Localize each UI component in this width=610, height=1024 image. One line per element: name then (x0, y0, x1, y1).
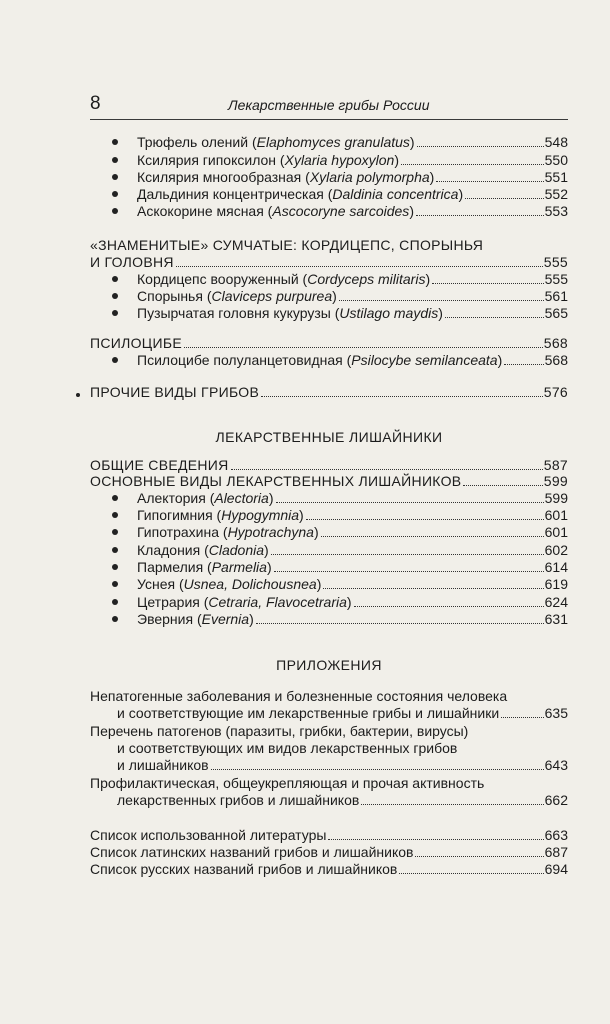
section-title-cordyceps: «ЗНАМЕНИТЫЕ» СУМЧАТЫЕ: КОРДИЦЕПС, СПОРЫНЬЯ (90, 237, 484, 253)
paren: ) (409, 134, 415, 150)
paren: ) (346, 594, 352, 610)
entry-name: Ксилярия многообразная ( (137, 169, 310, 185)
dot-leader (401, 163, 544, 165)
toc-entry[interactable] (117, 287, 568, 305)
entry-page: 663 (544, 827, 568, 843)
entry-page: 614 (544, 559, 568, 575)
bullet-icon (112, 191, 118, 197)
dot-leader (361, 803, 543, 805)
toc-entry[interactable] (117, 185, 568, 203)
toc-entry-main-lichens[interactable] (90, 472, 568, 490)
entry-name: Ксилярия гипоксилон ( (137, 152, 285, 168)
stray-mark (76, 393, 80, 397)
dot-leader (354, 605, 544, 607)
entry-name: Аскокорине мясная ( (137, 203, 273, 219)
paren: ) (266, 559, 272, 575)
entry-latin-name: Hypogymnia (221, 507, 300, 523)
entry-name: Эверния ( (137, 611, 202, 627)
entry-page: 576 (543, 384, 568, 400)
appendix-entry-line: Перечень патогенов (паразиты, грибки, бактерии, вирусы) (90, 723, 469, 739)
paren: ) (394, 152, 400, 168)
toc-entry-references[interactable] (90, 826, 568, 844)
entry-page: 599 (543, 473, 568, 489)
toc-entry[interactable] (117, 270, 568, 288)
bullet-icon (112, 208, 118, 214)
bullet-icon (112, 293, 118, 299)
dot-leader (432, 282, 544, 284)
dot-leader (399, 872, 543, 874)
entry-name: Уснея ( (137, 576, 184, 592)
bullet-icon (112, 357, 118, 363)
bullet-icon (112, 139, 118, 145)
toc-entry-appendix[interactable] (117, 704, 568, 722)
paren: ) (429, 169, 435, 185)
paren: ) (316, 576, 322, 592)
bullet-icon (112, 512, 118, 518)
entry-page: 631 (544, 611, 568, 627)
page-number: 8 (90, 93, 101, 114)
toc-entry-other-section[interactable] (90, 383, 568, 401)
dot-leader (184, 346, 543, 348)
entry-page: 548 (544, 134, 568, 150)
running-title: Лекарственные грибы России (228, 97, 430, 113)
section-title-line2: И ГОЛОВНЯ (90, 254, 174, 270)
dot-leader (339, 299, 544, 301)
bullet-icon (112, 599, 118, 605)
entry-page: 643 (544, 757, 568, 773)
entry-name: Спорынья ( (137, 288, 212, 304)
page-header (90, 93, 568, 120)
entry-name: Псилоцибе полуланцетовидная ( (137, 352, 352, 368)
entry-latin-name: Evernia (201, 611, 250, 627)
appendix-entry-line: и соответствующие им лекарственные грибы и лишайники (117, 705, 500, 721)
entry-latin-name: Xylaria hypoxylon (284, 152, 395, 168)
bullet-icon (112, 564, 118, 570)
dot-leader (501, 716, 543, 718)
reference-title: Список латинских названий грибов и лишайников (90, 844, 414, 860)
entry-page: 551 (544, 169, 568, 185)
dot-leader (306, 518, 544, 520)
paren: ) (299, 507, 304, 523)
entry-latin-name: Daldinia concentrica (332, 186, 459, 202)
entry-name: Пузырчатая головня кукурузы ( (137, 305, 340, 321)
toc-entry-appendix[interactable] (117, 756, 568, 774)
dot-leader (271, 553, 544, 555)
toc-entry[interactable] (117, 523, 568, 541)
dot-leader (463, 484, 542, 486)
toc-entry[interactable] (117, 610, 568, 628)
entry-page: 599 (544, 490, 568, 506)
entry-page: 552 (544, 186, 568, 202)
entry-name: Кордицепс вооруженный ( (137, 271, 308, 287)
toc-entry[interactable] (117, 202, 568, 220)
entry-page: 555 (543, 254, 568, 270)
toc-entry-cordyceps-section[interactable] (90, 253, 568, 271)
entry-latin-name: Ascocoryne sarcoides (272, 203, 410, 219)
dot-leader (436, 180, 543, 182)
paren: ) (332, 288, 337, 304)
paren: ) (425, 271, 431, 287)
dot-leader (465, 197, 544, 199)
bullet-icon (112, 616, 118, 622)
section-title-psilocybe: ПСИЛОЦИБЕ (90, 335, 182, 351)
entry-latin-name: Parmelia (211, 559, 267, 575)
entry-latin-name: Cetraria, Flavocetraria (208, 594, 347, 610)
toc-entry[interactable] (117, 351, 568, 369)
entry-page: 687 (544, 844, 568, 860)
entry-latin-name: Psilocybe semilanceata (351, 352, 498, 368)
entry-page: 662 (544, 792, 568, 808)
entry-page: 553 (544, 203, 568, 219)
entry-name: Гипогимния ( (137, 507, 222, 523)
entry-name: Трюфель олений ( (137, 134, 257, 150)
appendix-entry-line: Профилактическая, общеукрепляющая и прочая активность (90, 775, 485, 791)
entry-latin-name: Usnea, Dolichousnea (183, 576, 317, 592)
entry-latin-name: Hypotrachyna (227, 524, 314, 540)
entry-page: 635 (544, 705, 568, 721)
dot-leader (445, 316, 544, 318)
paren: ) (268, 490, 274, 506)
toc-entry[interactable] (117, 489, 568, 507)
toc-entry[interactable] (117, 133, 568, 151)
entry-page: 602 (544, 542, 568, 558)
entry-page: 694 (544, 861, 568, 877)
toc-entry[interactable] (117, 593, 568, 611)
reference-title: Список использованной литературы (90, 827, 327, 843)
entry-page: 561 (544, 288, 568, 304)
bullet-icon (112, 581, 118, 587)
entry-page: 568 (544, 352, 568, 368)
part-heading-lichens: ЛЕКАРСТВЕННЫЕ ЛИШАЙНИКИ (215, 429, 443, 445)
entry-name: Алектория ( (137, 490, 215, 506)
dot-leader (415, 855, 543, 857)
dot-leader (211, 768, 544, 770)
bullet-icon (112, 529, 118, 535)
dot-leader (417, 145, 544, 147)
paren: ) (313, 524, 319, 540)
dot-leader (256, 622, 544, 624)
dot-leader (231, 468, 543, 470)
entry-name: Цетрария ( (137, 594, 209, 610)
toc-entry-references[interactable] (90, 860, 568, 878)
reference-title: Список русских названий грибов и лишайников (90, 861, 398, 877)
toc-entry[interactable] (117, 304, 568, 322)
dot-leader (274, 570, 544, 572)
bullet-icon (112, 547, 118, 553)
toc-entry[interactable] (117, 151, 568, 169)
dot-leader (504, 363, 543, 365)
toc-entry[interactable] (117, 541, 568, 559)
dot-leader (416, 214, 544, 216)
appendix-entry-line: и лишайников (117, 757, 209, 773)
entry-page: 568 (543, 335, 568, 351)
entry-name: Пармелия ( (137, 559, 212, 575)
toc-entry[interactable] (117, 575, 568, 593)
bullet-icon (112, 157, 118, 163)
section-title-other: ПРОЧИЕ ВИДЫ ГРИБОВ (90, 384, 260, 400)
paren: ) (458, 186, 464, 202)
entry-page: 601 (544, 507, 568, 523)
toc-entry[interactable] (117, 168, 568, 186)
entry-latin-name: Alectoria (214, 490, 269, 506)
entry-page: 601 (544, 524, 568, 540)
entry-name: Гипотрахина ( (137, 524, 228, 540)
entry-latin-name: Cladonia (208, 542, 265, 558)
entry-page: 565 (544, 305, 568, 321)
dot-leader (261, 395, 543, 397)
toc-entry[interactable] (117, 506, 568, 524)
entry-page: 550 (544, 152, 568, 168)
paren: ) (264, 542, 269, 558)
dot-leader (176, 265, 543, 267)
toc-entry-references[interactable] (90, 843, 568, 861)
dot-leader (328, 838, 543, 840)
appendix-entry-line: Непатогенные заболевания и болезненные состояния человека (90, 688, 508, 704)
bullet-icon (112, 276, 118, 282)
bullet-icon (112, 174, 118, 180)
section-title-general: ОБЩИЕ СВЕДЕНИЯ (90, 457, 229, 473)
paren: ) (497, 352, 503, 368)
paren: ) (409, 203, 414, 219)
dot-leader (321, 535, 544, 537)
entry-page: 619 (544, 576, 568, 592)
entry-latin-name: Claviceps purpurea (211, 288, 333, 304)
entry-latin-name: Elaphomyces granulatus (256, 134, 410, 150)
toc-entry-appendix[interactable] (117, 791, 568, 809)
entry-latin-name: Cordyceps militaris (307, 271, 426, 287)
dot-leader (323, 587, 543, 589)
entry-page: 624 (544, 594, 568, 610)
dot-leader (276, 501, 544, 503)
toc-entry-psilocybe-section[interactable] (90, 334, 568, 352)
appendix-entry-line: лекарственных грибов и лишайников (117, 792, 360, 808)
appendix-entry-line: и соответствующих им видов лекарственных грибов (117, 740, 458, 756)
section-title-main-lichens: ОСНОВНЫЕ ВИДЫ ЛЕКАРСТВЕННЫХ ЛИШАЙНИКОВ (90, 473, 462, 489)
entry-latin-name: Xylaria polymorpha (309, 169, 430, 185)
part-heading-appendix: ПРИЛОЖЕНИЯ (276, 657, 382, 673)
paren: ) (249, 611, 254, 627)
bullet-icon (112, 495, 118, 501)
paren: ) (438, 305, 443, 321)
entry-name: Кладония ( (137, 542, 209, 558)
entry-page: 587 (543, 457, 568, 473)
entry-page: 555 (544, 271, 568, 287)
bullet-icon (112, 310, 118, 316)
entry-name: Дальдиния концентрическая ( (137, 186, 333, 202)
toc-entry[interactable] (117, 558, 568, 576)
entry-latin-name: Ustilago maydis (339, 305, 439, 321)
